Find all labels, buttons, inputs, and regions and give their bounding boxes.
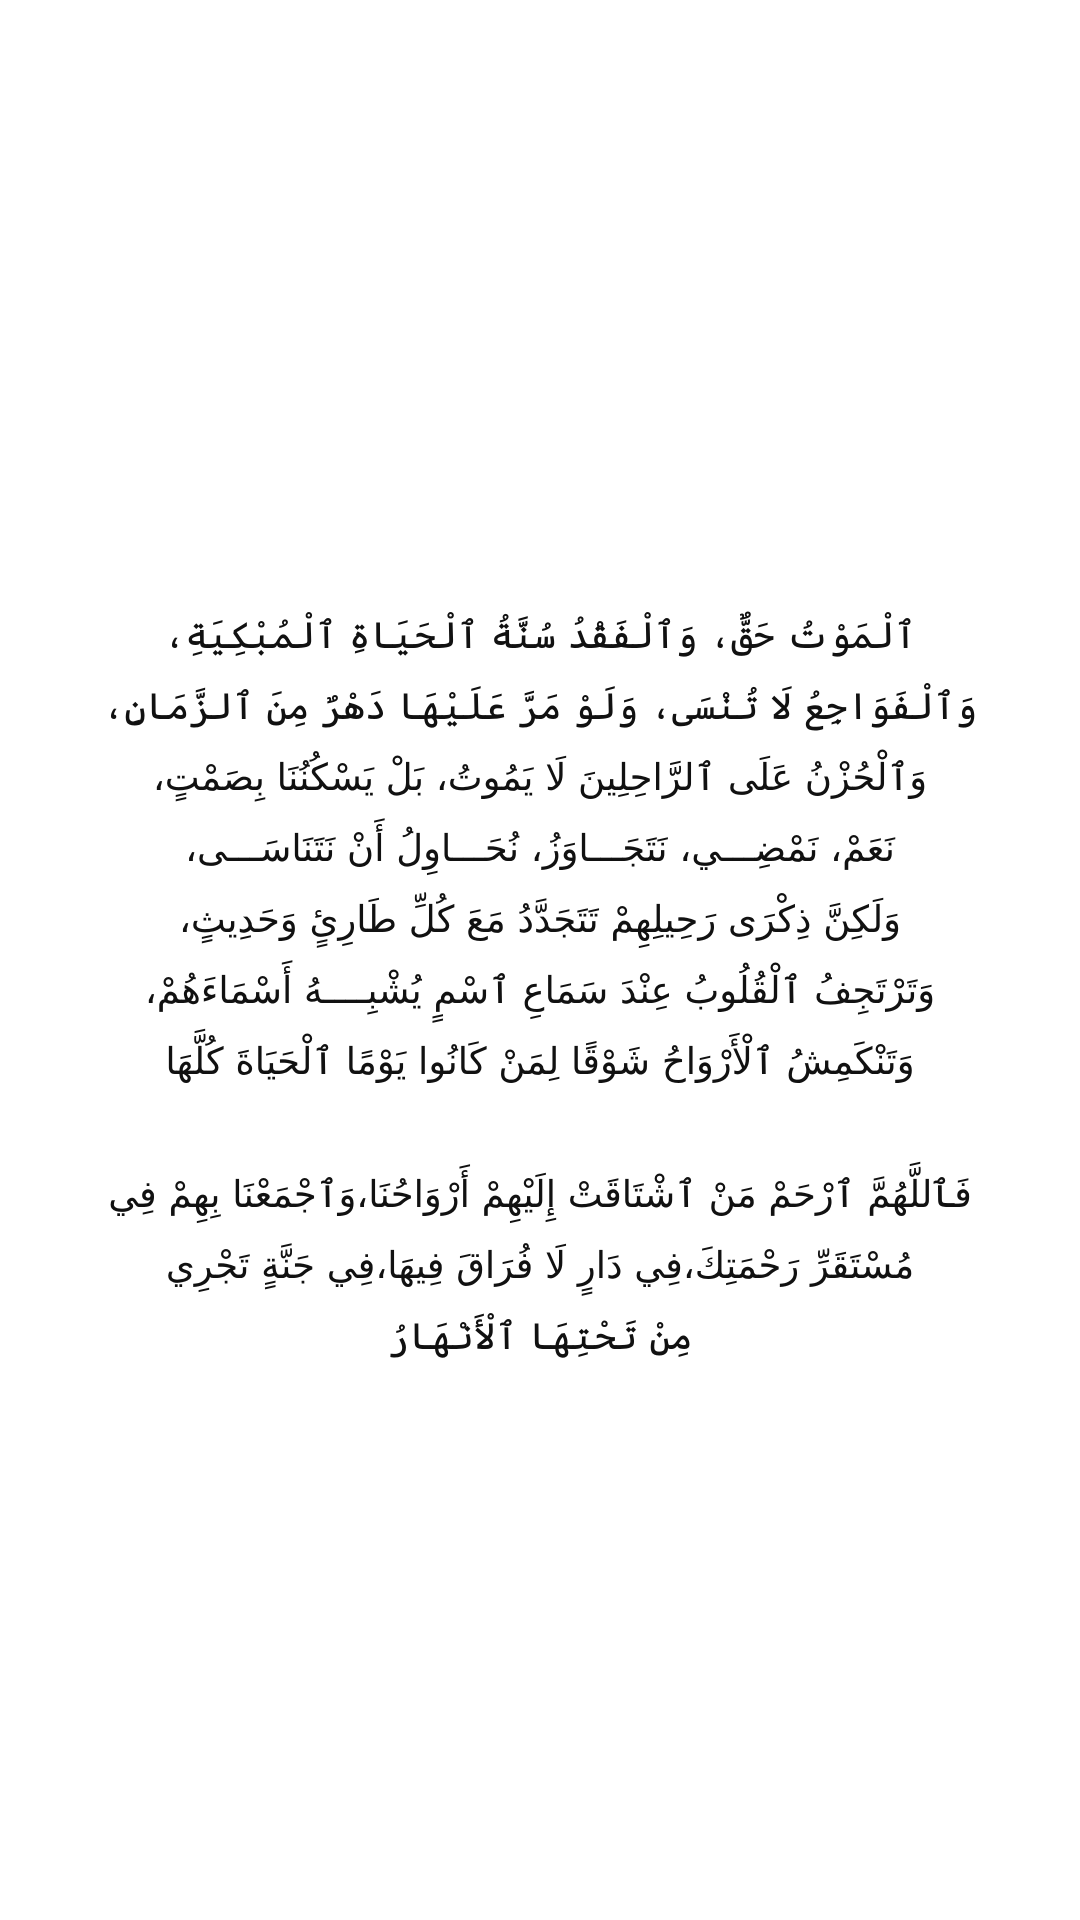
verse-line: نَعَمْ، نَمْضِـــي، نَتَجَـــاوَزُ، نُحَـــاوِلُ أَنْ نَتَنَاسَـــى، [185,827,895,870]
verse-line: وَٱلْحُزْنُ عَلَى ٱلرَّاحِلِينَ لَا يَمُوتُ، بَلْ يَسْكُنُنَا بِصَمْتٍ، [152,756,928,799]
prayer-line: مُسْتَقَرِّ رَحْمَتِكَ،فِي دَارٍ لَا فُرَاقَ فِيهَا،فِي جَنَّةٍ تَجْرِي [165,1244,915,1287]
verse-stanza [90,600,990,1097]
verse-line: وَتَرْتَجِفُ ٱلْقُلُوبُ عِنْدَ سَمَاعِ ٱسْمٍ يُشْبِــــهُ أَسْمَاءَهُمْ، [144,969,936,1012]
verse-line: وَٱلْفَوَاجِعُ لَا تُنْسَى، وَلَوْ مَرَّ عَلَيْهَا دَهْرٌ مِنَ ٱلزَّمَانِ، [102,685,978,728]
verse-line: وَتَنْكَمِشُ ٱلْأَرْوَاحُ شَوْقًا لِمَنْ كَانُوا يَوْمًا ٱلْحَيَاةَ كُلَّهَا [165,1040,915,1083]
verse-line: ٱلْمَوْتُ حَقٌّ، وَٱلْفَقْدُ سُنَّةُ ٱلْحَيَاةِ ٱلْمُبْكِيَةِ، [163,614,917,657]
prayer-line: فَٱللَّهُمَّ ٱرْحَمْ مَنْ ٱشْتَاقَتْ إِلَيْهِمْ أَرْوَاحُنَا،وَٱجْمَعْنَا بِهِمْ فِي [108,1173,972,1216]
verse-line: وَلَكِنَّ ذِكْرَى رَحِيلِهِمْ تَتَجَدَّدُ مَعَ كُلِّ طَارِئٍ وَحَدِيثٍ، [178,898,902,941]
prayer-stanza [90,1159,990,1372]
prayer-line: مِنْ تَحْتِهَا ٱلْأَنْهَارُ [387,1315,693,1358]
poem-text-block [90,600,990,1372]
